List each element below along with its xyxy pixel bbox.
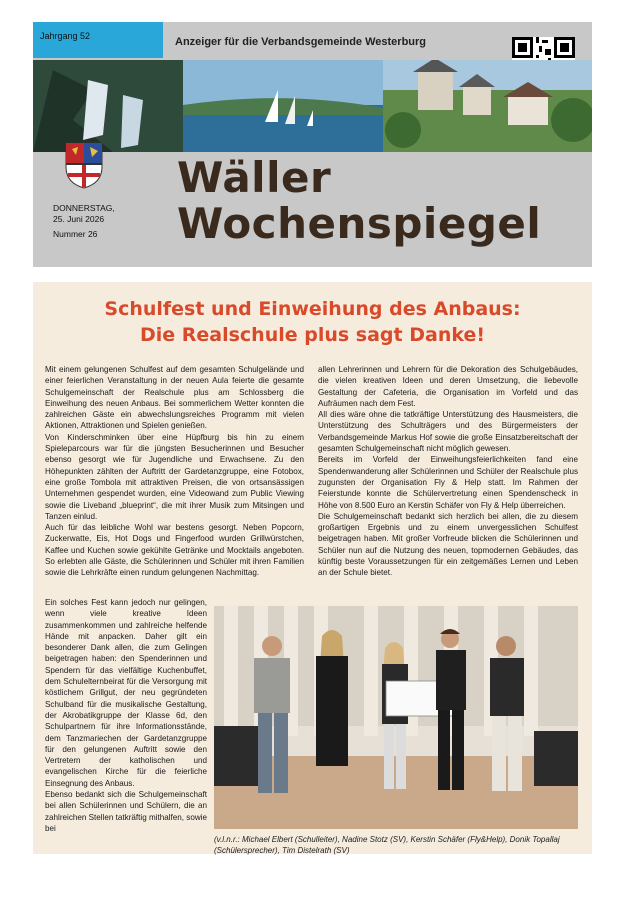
paragraph: Auch für das leibliche Wohl war bestens gesorgt. Neben Popcorn, Zuckerwatte, Eis, Hot Dogs und Fingerfood wurden Grillwürstchen, Kaffee und Kuchen sowie gekühlte Getränke und Mocktails angeboten. So erlebten alle Gäste, die Schülerinnen und Schüler mit ihren Familien sowie die Lehrkräfte einen rundum gelungenen Nachmittag.: [45, 523, 304, 578]
issue-weekday: DONNERSTAG,: [53, 203, 115, 213]
title-line-2: Wochenspiegel: [177, 199, 542, 248]
paragraph: Mit einem gelungenen Schulfest auf dem gesamten Schulgelände und einer feierlichen Veranstaltung in der neuen Aula feierte die gesamte Schulgemeinschaft der Realschule plus am Schlossberg die Einweihung des neuen Anbaus. Bei sommerlichem Wetter konnten die zahlreichen Gäste ein abwechslungsreiches Programm mit vielen Aktionen, Attraktionen und Spielen genießen.: [45, 365, 304, 431]
title-line-1: Wäller: [177, 153, 332, 202]
paragraph: Ein solches Fest kann jedoch nur gelingen, wenn viele kreative Ideen zusammenkommen und zahlreiche helfende Hände mit anpacken. Daher gilt ein besonderer Dank allen, die zum Gelingen beigetragen haben: den Spenderinnen und Spendern für das vielfältige Kuchenbuffet, dem Schulelternbeirat für die Versorgung mit köstlichem Grillgut, der neu gegründeten Schulband für die musikalische Gestaltung, der Akrobatikgruppe der Klasse 6d, den Schulpartnern für ihre Informationsstände, dem Tanzmariechen der Gardetanzgruppe für den gelungenen Auftritt sowie den Vertretern der katholischen und evangelischen Kirche für die feierliche Einsegnung des Anbaus.: [45, 598, 207, 788]
article-column-2: [318, 364, 578, 579]
article-column-1-lower: [45, 597, 207, 834]
coat-of-arms-icon: [64, 141, 104, 189]
headline-line-1: Schulfest und Einweihung des Anbaus:: [104, 298, 521, 320]
article-column-1: [45, 364, 304, 579]
newspaper-title: [177, 155, 541, 247]
group-photo: [214, 606, 578, 829]
masthead-tagline: Anzeiger für die Verbandsgemeinde Westerburg: [175, 36, 427, 48]
volume-label: Jahrgang 52: [40, 31, 91, 41]
paragraph: allen Lehrerinnen und Lehrern für die Dekoration des Schulgebäudes, die vielen kreativen Ideen und deren Umsetzung, die liebevolle Gestaltung der Cafeteria, die Organisation im Vorfeld und das Aufräumen nach dem Fest.: [318, 365, 578, 408]
article-headline: [33, 296, 592, 348]
paragraph: Ebenso bedankt sich die Schulgemeinschaft bei allen Schülerinnen und Schülern, die an zahlreichen Stellen tatkräftig mithalfen, sowie bei: [45, 790, 207, 833]
paragraph: Von Kinderschminken über eine Hüpfburg bis hin zu einem Spieleparcours war für die jüngsten Besucherinnen und Besucher ebenso gesorgt wie für Jugendliche und Erwachsene. Zu den Höhepunkten zählten der Auftritt der Gardetanzgruppe, eine Fotobox, eine große Tombola mit attraktiven Preisen, die von ortsansässigen Unternehmen gespendet wurden, eine Videowand zum Public Viewing sowie die Liveband „blueprint“, die mit ihrer Musik zum Mitsingen und Tanzen einlud.: [45, 432, 304, 521]
paragraph: Die Schulgemeinschaft bedankt sich herzlich bei allen, die zu diesem großartigen Ergebnis und zu einem unvergesslichen Schulfest beigetragen haben. Mit großer Vorfreude blicken die Schülerinnen und Schüler nun auf die Nutzung des neuen, topmodernen Gebäudes, das künftig beste Voraussetzungen für ein zeitgemäßes Lernen und Leben an der Schule bietet.: [318, 511, 578, 578]
paragraph: Bereits im Vorfeld der Einweihungsfeierlichkeiten fand eine Spendenwanderung aller Schülerinnen und Schüler der Realschule plus zugunsten der Organisation Fly & Help statt. Im Rahmen der Feierstunde konnte die Schülervertretung einen Spendenscheck in Höhe von 8.500 Euro an Kerstin Schäfer von Fly & Help überreichen.: [318, 455, 578, 510]
photo-caption: (v.l.n.r.: Michael Elbert (Schulleiter), Nadine Stotz (SV), Kerstin Schäfer (Fly&Help), Donik Topallaj (Schülersprecher), Tim Distelrath (SV): [214, 835, 560, 855]
issue-date: 25. Juni 2026: [53, 214, 105, 224]
issue-day: [53, 203, 115, 225]
issue-number: Nummer 26: [53, 229, 98, 239]
landscape-banner: [33, 60, 592, 152]
paragraph: All dies wäre ohne die tatkräftige Unterstützung des Hausmeisters, die Unterstützung des Schulträgers und des Bürgermeisters der Verbandsgemeinde Markus Hof sowie die große Einsatzbereitschaft der gesamten Schulgemeinschaft nicht möglich gewesen.: [318, 410, 578, 454]
headline-line-2: Die Realschule plus sagt Danke!: [139, 324, 486, 346]
